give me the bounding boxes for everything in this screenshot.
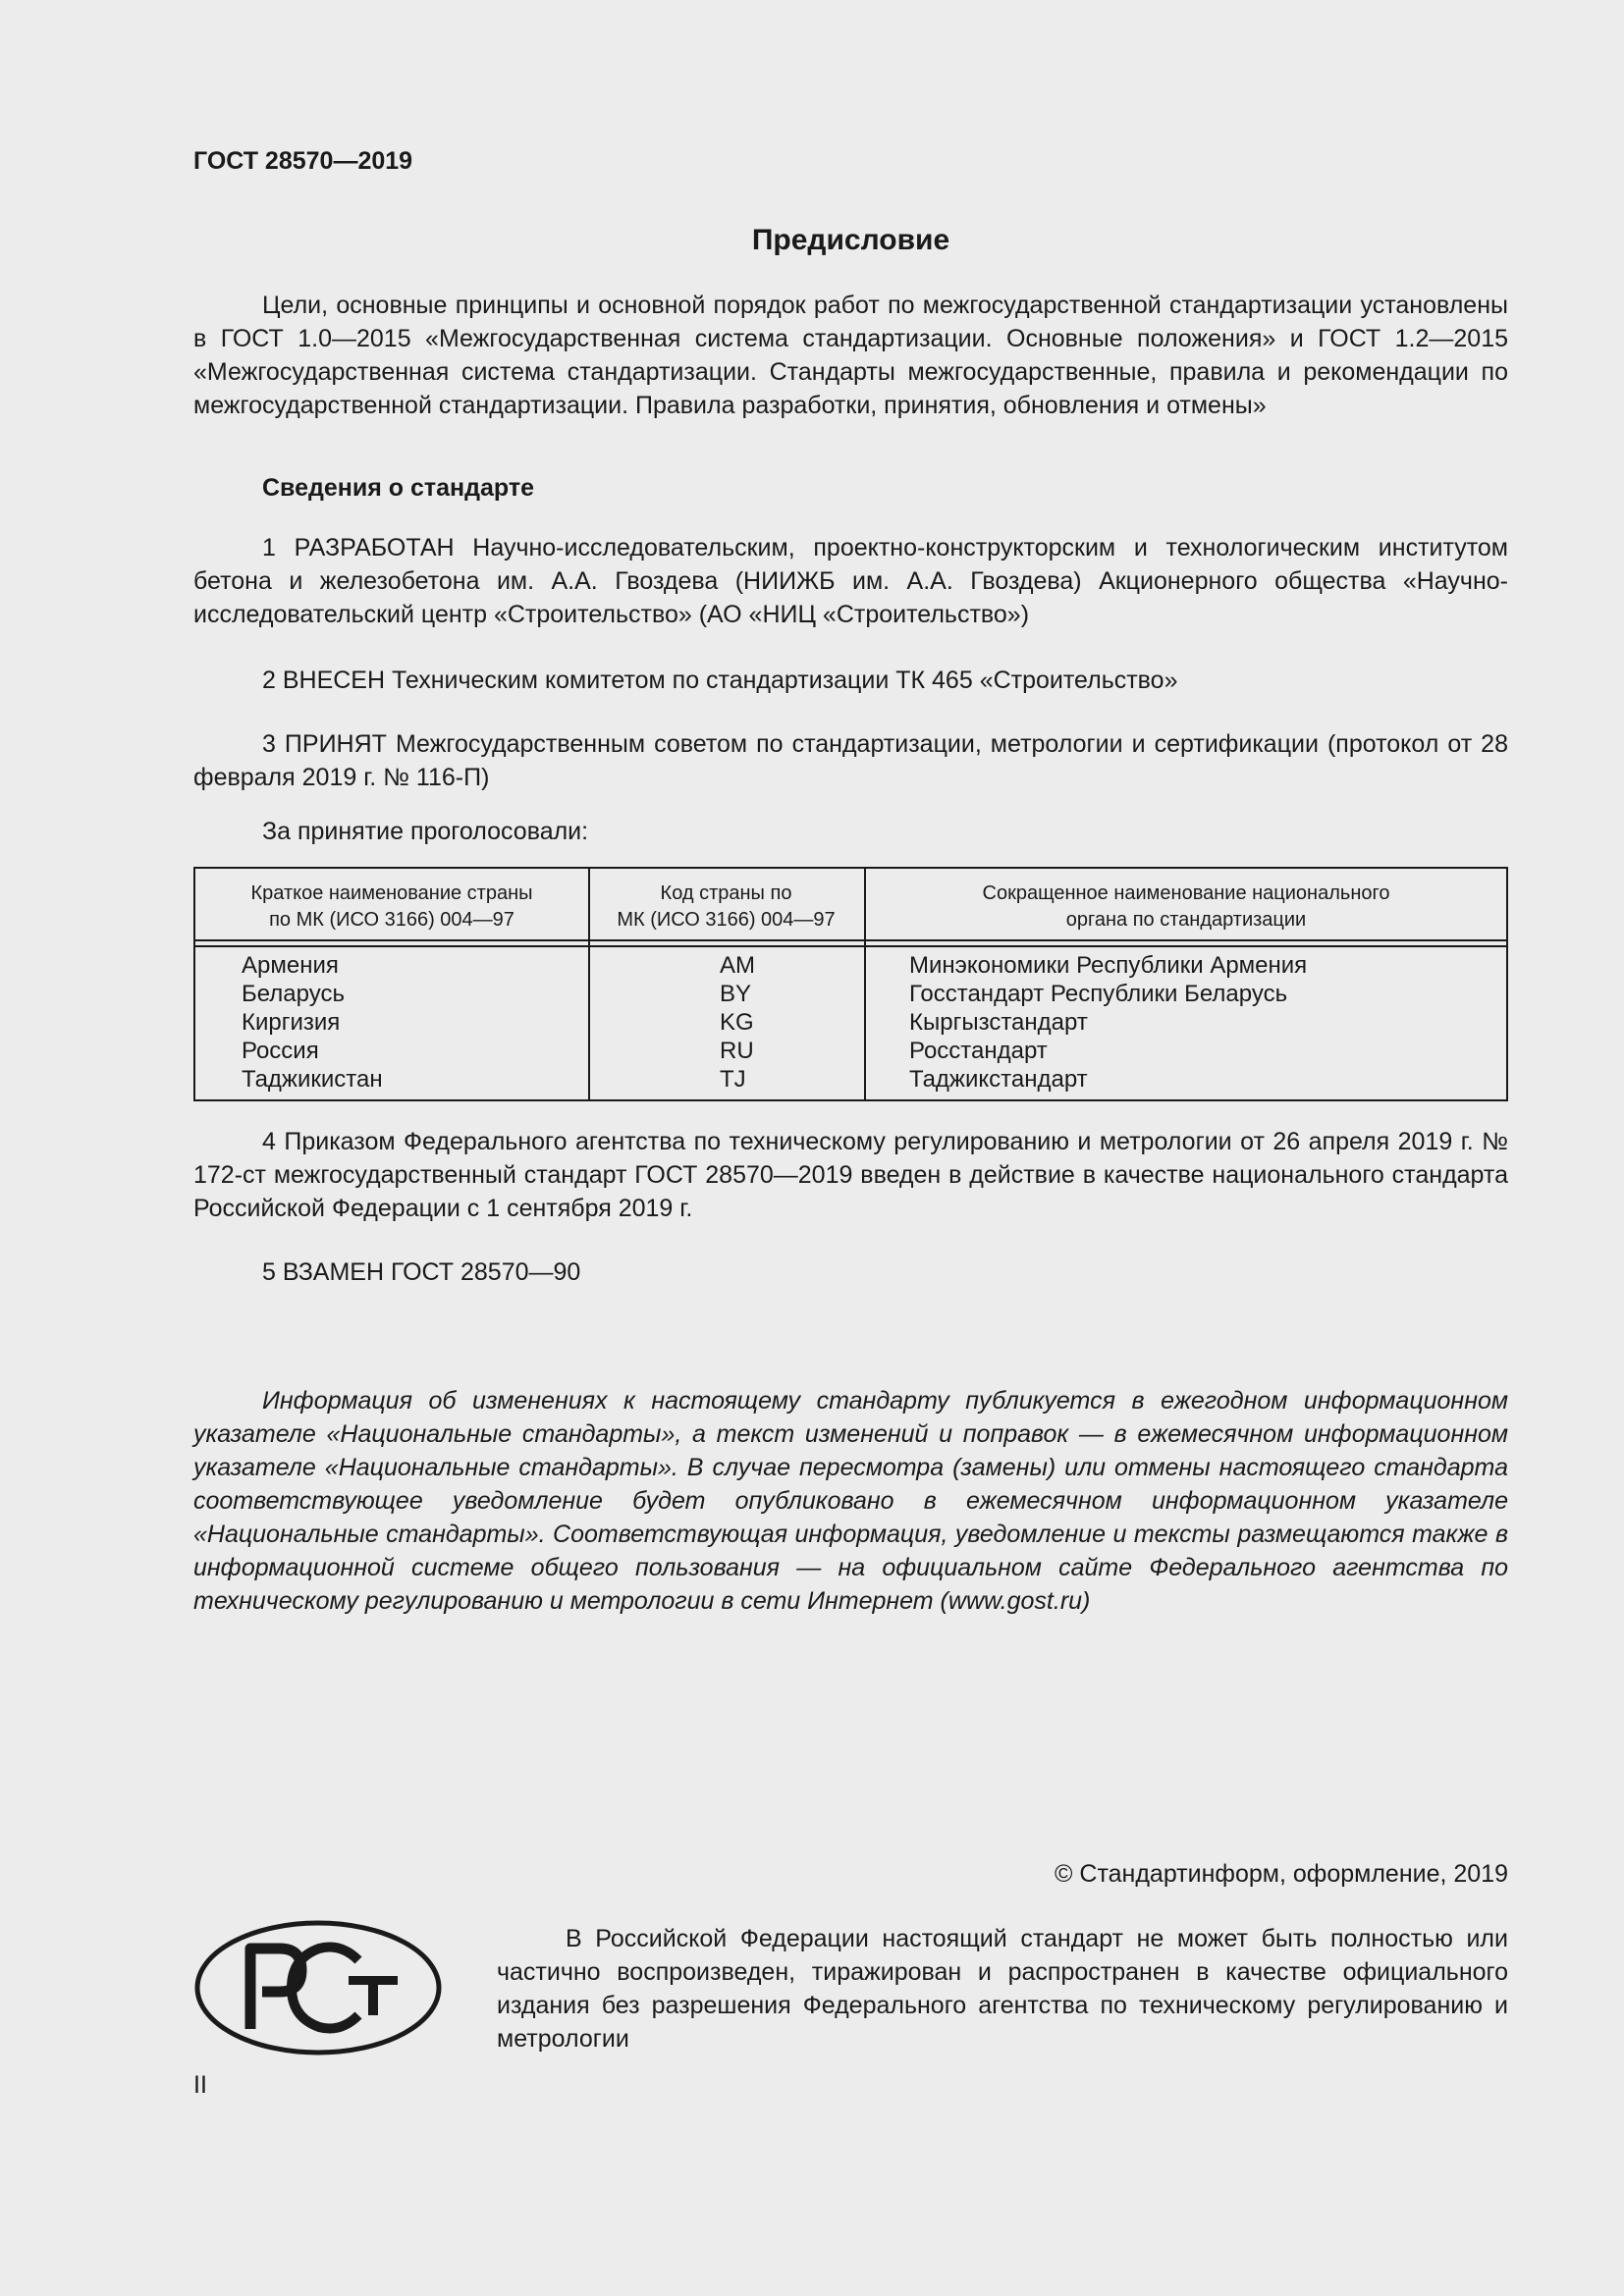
intro-paragraph: Цели, основные принципы и основной порядок работ по межгосударственной стандартизации установлены в ГОСТ 1.0—2015 «Межгосударственная система стандартизации. Основные положения» и ГОСТ 1.2—2015 «Межгосударственная система стандартизации. Стандарты межгосударственные, правила и рекомендации по межгосударственной стандартизации. Правила разработки, принятия, обновления и отмены» bbox=[193, 292, 1508, 419]
table-cell-country: Киргизия bbox=[242, 1009, 341, 1036]
code-column bbox=[720, 951, 755, 1094]
rst-certification-mark-icon bbox=[193, 1919, 443, 2056]
item-1-paragraph: 1 РАЗРАБОТАН Научно-исследовательским, проектно-конструкторским и технологическим институтом бетона и железобетона им. А.А. Гвоздева (НИИЖБ им. А.А. Гвоздева) Акционерного общества «Научно-исследовательский центр «Строительство» (АО «НИЦ «Строительство») bbox=[193, 534, 1508, 628]
table-cell-body: Госстандарт Республики Беларусь bbox=[909, 981, 1288, 1007]
header-country-line2: по МК (ИСО 3166) 004—97 bbox=[269, 909, 514, 931]
item-3-paragraph: 3 ПРИНЯТ Межгосударственным советом по стандартизации, метрологии и сертификации (протокол от 28 февраля 2019 г. № 116-П) bbox=[193, 730, 1508, 791]
table-cell-body: Минэкономики Республики Армения bbox=[909, 952, 1308, 979]
rights-paragraph: В Российской Федерации настоящий стандарт не может быть полностью или частично воспроизведен, тиражирован и распространен в качестве официального издания без разрешения Федерального агентства по техническому регулированию и метрологии bbox=[497, 1925, 1508, 2053]
page-title: Предисловие bbox=[751, 224, 950, 256]
voting-table bbox=[193, 867, 1508, 1101]
country-column bbox=[242, 951, 383, 1094]
table-header-rule bbox=[195, 939, 1506, 941]
voted-label: За принятие проголосовали: bbox=[262, 818, 589, 845]
table-header-code bbox=[588, 881, 864, 934]
copyright-line: © Стандартинформ, оформление, 2019 bbox=[1055, 1860, 1508, 1888]
table-cell-code: TJ bbox=[720, 1066, 746, 1093]
body-column bbox=[909, 951, 1307, 1094]
table-cell-code: BY bbox=[720, 981, 752, 1007]
item-5-paragraph: 5 ВЗАМЕН ГОСТ 28570—90 bbox=[262, 1258, 581, 1286]
table-cell-country: Армения bbox=[242, 952, 339, 979]
table-cell-code: KG bbox=[720, 1009, 754, 1036]
table-cell-body: Росстандарт bbox=[909, 1038, 1048, 1064]
header-country-line1: Краткое наименование страны bbox=[250, 882, 533, 904]
notice-paragraph: Информация об изменениях к настоящему стандарту публикуется в ежегодном информационном указателе «Национальные стандарты», а текст изменений и поправок — в ежемесячном информационном указателе «Национальные стандарты». В случае пересмотра (замены) или отмены настоящего стандарта соответствующее уведомление будет опубликовано в ежемесячном информационном указателе «Национальные стандарты». Соответствующая информация, уведомление и тексты размещаются также в информационной системе общего пользования — на официальном сайте Федерального агентства по техническому регулированию и метрологии в сети Интернет (www.gost.ru) bbox=[193, 1387, 1508, 1615]
header-code-line2: МК (ИСО 3166) 004—97 bbox=[617, 909, 836, 931]
table-cell-code: AM bbox=[720, 952, 755, 979]
document-code: ГОСТ 28570—2019 bbox=[193, 147, 413, 175]
table-cell-code: RU bbox=[720, 1038, 754, 1064]
table-header-country bbox=[195, 881, 588, 934]
item-2-paragraph: 2 ВНЕСЕН Техническим комитетом по стандартизации ТК 465 «Строительство» bbox=[262, 667, 1178, 694]
header-body-line2: органа по стандартизации bbox=[1065, 909, 1307, 931]
table-cell-country: Беларусь bbox=[242, 981, 345, 1007]
table-cell-country: Россия bbox=[242, 1038, 319, 1064]
table-header-rule bbox=[195, 945, 1506, 947]
header-code-line1: Код страны по bbox=[660, 882, 792, 904]
table-header-body bbox=[864, 881, 1508, 934]
table-cell-country: Таджикистан bbox=[242, 1066, 383, 1093]
item-4-paragraph: 4 Приказом Федерального агентства по техническому регулированию и метрологии от 26 апреля 2019 г. № 172-ст межгосударственный стандарт ГОСТ 28570—2019 введен в действие в качестве национального стандарта Российской Федерации с 1 сентября 2019 г. bbox=[193, 1128, 1508, 1222]
info-heading: Сведения о стандарте bbox=[262, 474, 535, 502]
header-body-line1: Сокращенное наименование национального bbox=[982, 882, 1390, 904]
table-cell-body: Кыргызстандарт bbox=[909, 1009, 1088, 1036]
page-number: II bbox=[193, 2071, 207, 2099]
table-cell-body: Таджикстандарт bbox=[909, 1066, 1088, 1093]
